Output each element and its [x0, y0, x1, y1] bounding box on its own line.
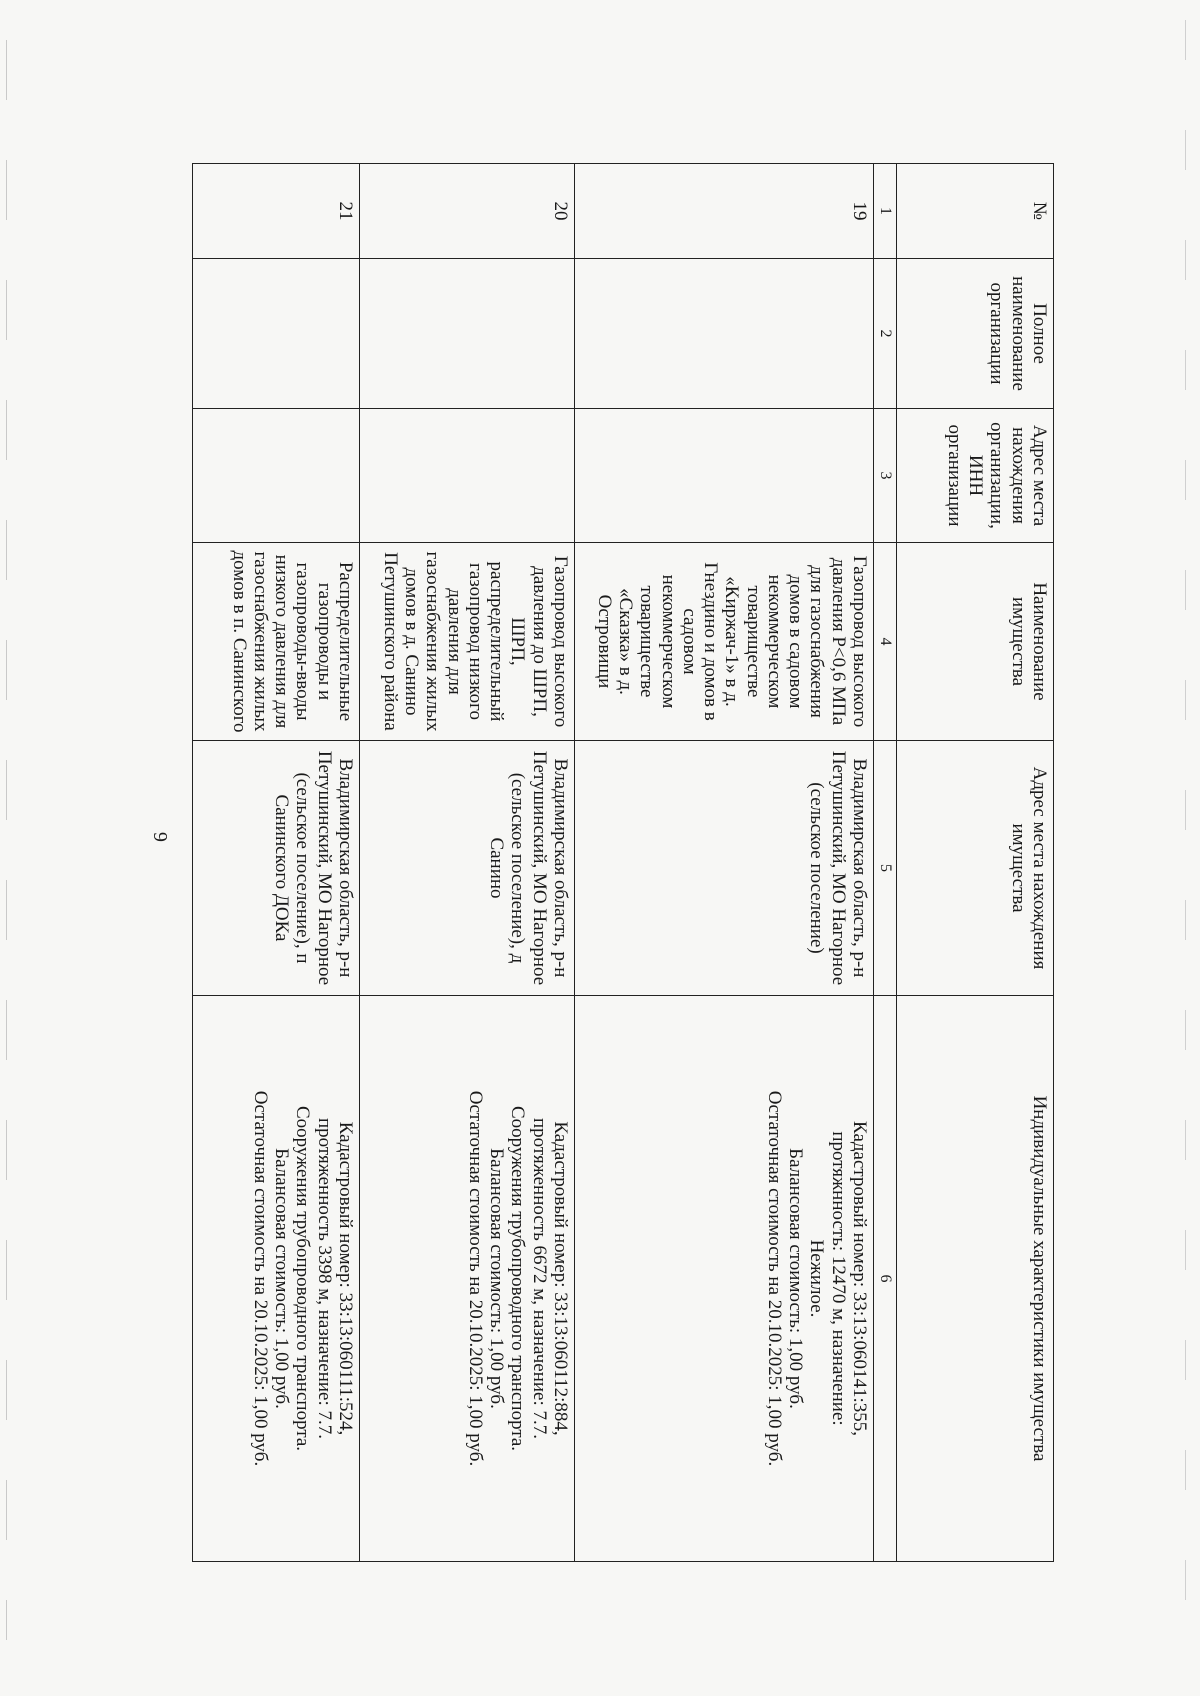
characteristics-line: Нежилое.	[806, 1239, 828, 1318]
characteristics-line: протяженность 6672 м, назначение: 7.7.	[528, 1118, 550, 1439]
header-property-name: Наименование имущества	[897, 543, 1054, 741]
row-number: 20	[360, 164, 575, 259]
characteristics-line: Сооружения трубопроводного транспорта.	[292, 1105, 314, 1452]
characteristics-cell	[193, 996, 360, 1562]
org-name-cell	[575, 259, 874, 409]
table-row	[360, 164, 575, 1562]
column-number-row	[874, 164, 897, 1562]
column-number: 4	[874, 543, 897, 741]
page-number: 6	[150, 832, 172, 842]
characteristics-line: Остаточная стоимость на 20.10.2025: 1,00 руб.	[464, 1090, 486, 1467]
characteristics-line: Балансовая стоимость: 1,00 руб.	[785, 1148, 807, 1409]
characteristics-line: протяженность 3398 м, назначение: 7.7.	[313, 1118, 335, 1439]
row-number: 19	[575, 164, 874, 259]
property-address-cell: Владимирская область, р-н Петушинский, МО Нагорное (сельское поселение)	[575, 741, 874, 996]
header-characteristics: Индивидуальные характеристики имущества	[897, 996, 1054, 1562]
header-org-address: Адрес места нахождения организации, ИНН организации	[897, 409, 1054, 543]
table-row	[575, 164, 874, 1562]
property-name-cell: Газопровод высокого давления Р<0,6 МПа для газоснабжения домов в садовом некоммерческом товариществе «Киржач-1» в д. Гнездино и домов в садовом некоммерческом товариществе «Сказка» в д. Островищи	[575, 543, 874, 741]
property-name-cell: Газопровод высокого давления до ШРП, ШРП, распределительный газопровод низкого давления для газоснабжения жилых домов в д. Санино Петушинского района	[360, 543, 575, 741]
column-number: 3	[874, 409, 897, 543]
characteristics-line: Сооружения трубопроводного транспорта.	[507, 1105, 529, 1452]
row-number: 21	[193, 164, 360, 259]
characteristics-line: Балансовая стоимость: 1,00 руб.	[271, 1148, 293, 1409]
column-number: 5	[874, 741, 897, 996]
scan-edge-left	[6, 40, 7, 1640]
org-name-cell	[360, 259, 575, 409]
characteristics-line: Остаточная стоимость на 20.10.2025: 1,00 руб.	[763, 1090, 785, 1467]
characteristics-line: протяжнность: 12470 м, назначение:	[827, 1131, 849, 1426]
characteristics-line: Кадастровый номер: 33:13:060141:355,	[849, 1121, 870, 1436]
property-registry-table	[192, 163, 1054, 1562]
characteristics-line: Кадастровый номер: 33:13:060112:884,	[550, 1121, 571, 1436]
table-row	[193, 164, 360, 1562]
characteristics-cell	[360, 996, 575, 1562]
characteristics-cell	[575, 996, 874, 1562]
rotated-sheet	[206, 163, 1054, 1561]
org-name-cell	[193, 259, 360, 409]
characteristics-line: Остаточная стоимость на 20.10.2025: 1,00 руб.	[249, 1090, 271, 1467]
header-property-address: Адрес места нахождения имущества	[897, 741, 1054, 996]
property-address-cell: Владимирская область, р-н Петушинский, МО Нагорное (сельское поселение), д Санино	[360, 741, 575, 996]
scan-edge-right	[1185, 20, 1186, 1670]
characteristics-line: Балансовая стоимость: 1,00 руб.	[486, 1148, 508, 1409]
column-number: 6	[874, 996, 897, 1562]
org-address-cell	[360, 409, 575, 543]
characteristics-line: Кадастровый номер: 33:13:060111:524,	[335, 1121, 356, 1436]
org-address-cell	[193, 409, 360, 543]
property-name-cell: Распределительные газопроводы и газопроводы-вводы низкого давления для газоснабжения жилых домов в п. Санинского	[193, 543, 360, 741]
header-org-name: Полное наименование организации	[897, 259, 1054, 409]
header-num: №	[897, 164, 1054, 259]
column-number: 2	[874, 259, 897, 409]
org-address-cell	[575, 409, 874, 543]
property-address-cell: Владимирская область, р-н Петушинский, МО Нагорное (сельское поселение), п Санинского ДОКа	[193, 741, 360, 996]
column-number: 1	[874, 164, 897, 259]
header-row	[897, 164, 1054, 1562]
